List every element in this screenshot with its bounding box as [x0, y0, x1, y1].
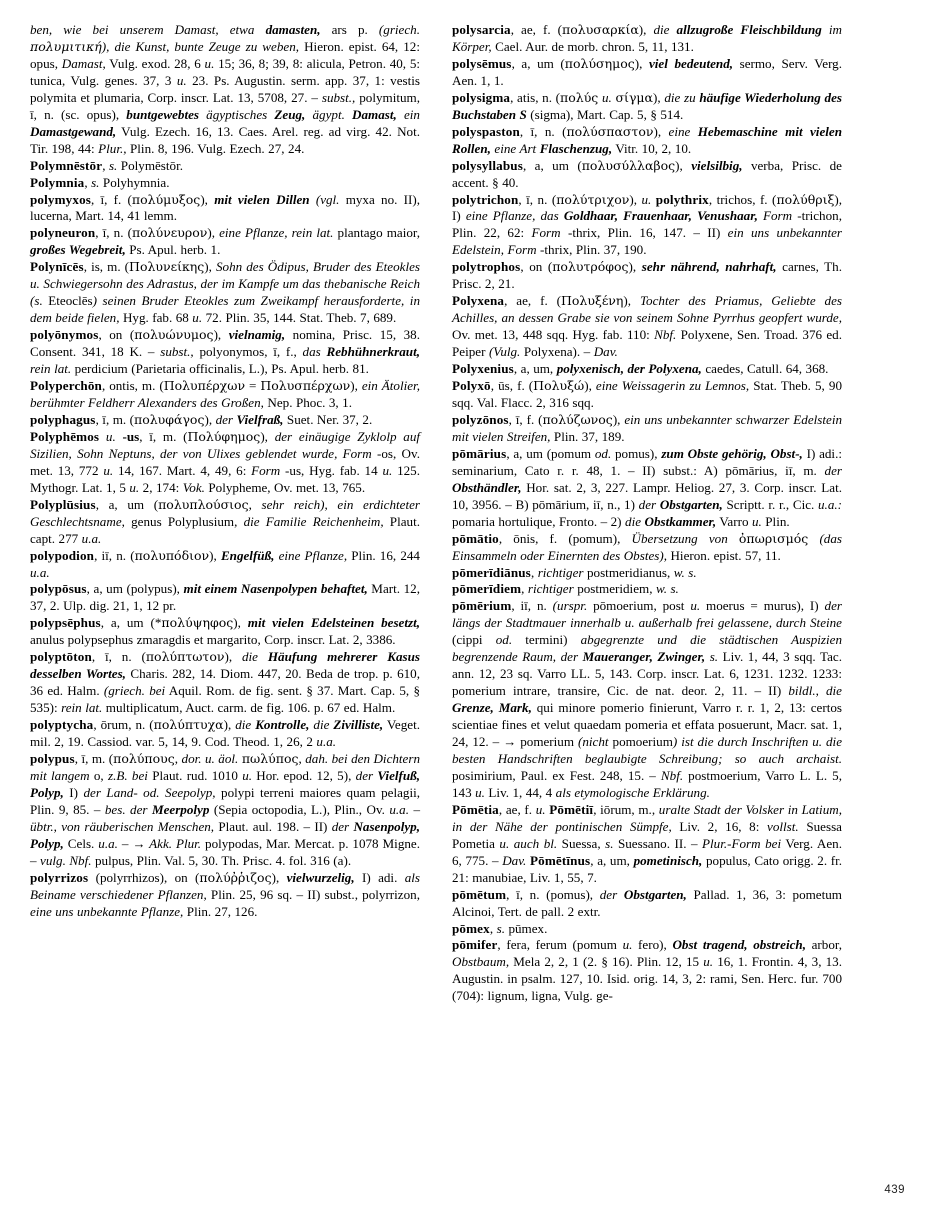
dictionary-entry: Polynīcēs, is, m. (Πολυνείκης), Sohn des Ödipus, Bruder des Eteokles u. Schwiegersohn des Adrastus, der im Kampfe um das thebanische Reich (s. Eteoclēs) seinen Bruder Eteokles zum Zweikampf herausforderte, in dem beide fielen, Hyg. fab. 68 u. 72. Plin. 35, 144. Stat. Theb. 7, 689.	[30, 259, 421, 326]
dictionary-entry: polypus, ī, m. (πολύπους, dor. u. äol. πωλύπος, dah. bei den Dichtern mit langem o, z.B. bei Plaut. rud. 1010 u. Hor. epod. 12, 5), der Vielfuß, Polyp, I) der Land- od. Seepolyp, polypi terreni maiores quam pelagii, Plin. 9, 85. – bes. der Meerpolyp (Sepia octopodia, L.), Plin., Ov. u.a. – übtr., von räuberischen Menschen, Plaut. aul. 198. – II) der Nasenpolyp, Polyp, Cels. u.a. – → Akk. Plur. polypodas, Mar. Mercat. p. 1078 Migne. – vulg. Nbf. pulpus, Plin. Val. 5, 30. Th. Prisc. 4. fol. 316 (a).	[30, 750, 421, 868]
dictionary-entry: polyrrizos (polyrrhizos), on (πολύῤῥιζος), vielwurzelig, I) adi. als Beiname verschiedener Pflanzen, Plin. 25, 96 sq. – II) subst., polyrrizon, eine uns unbekannte Pflanze, Plin. 27, 126.	[30, 869, 420, 919]
dictionary-entry: pōmerīdiānus, richtiger postmeridianus, w. s.	[452, 564, 697, 580]
dictionary-entry: Polyxō, ūs, f. (Πολυξώ), eine Weissagerin zu Lemnos, Stat. Theb. 5, 90 sqq. Val. Flacc. 2, 316 sqq.	[452, 378, 842, 410]
dictionary-entry: Polyphēmos u. -us, ī, m. (Πολύφημος), der einäugige Zyklolp auf Sizilien, Sohn Neptuns, der von Ulixes geblendet wurde, Form -os, Ov. met. 13, 772 u. 14, 167. Mart. 4, 49, 6: Form -us, Hyg. fab. 14 u. 125. Mythogr. Lat. 1, 5 u. 2, 174: Vok. Polypheme, Ov. met. 13, 765.	[30, 428, 420, 495]
dictionary-entry: pōmex, s. pūmex.	[452, 920, 548, 936]
page-number: 439	[884, 1184, 905, 1196]
dictionary-entry: Polymnēstōr, s. Polymēstōr.	[30, 157, 184, 173]
dictionary-entry: polysigma, atis, n. (πολύς u. σίγμα), die zu häufige Wiederholung des Buchstaben S (sigma), Mart. Cap. 5, § 514.	[452, 89, 842, 122]
dictionary-entry: ben, wie bei unserem Damast, etwa damasten, ars p. (griech. πολυμιτική), die Kunst, bunte Zeuge zu weben, Hieron. epist. 64, 12: opus, Damast, Vulg. exod. 28, 6 u. 15; 36, 8; 39, 8: alicula, Petron. 40, 5: tunica, Vulg. genes. 37, 3 u. 23. Ps. Augustin. serm. app. 37, 1: vestis polymita et plumaria, Corp. inscr. Lat. 13, 5708, 27. – subst., polymitum, ī, n. (sc. opus), buntgewebtes ägyptisches Zeug, ägypt. Damast, ein Damastgewand, Vulg. Ezech. 16, 13. Caes. Arel. reg. ad virg. 42. Not. Tir. 198, 44: Plur., Plin. 8, 196. Vulg. Ezech. 27, 24.	[30, 22, 420, 156]
dictionary-entry: pōmātio, ōnis, f. (pomum), Übersetzung von ὀπωρισμός (das Einsammeln oder Einernten des Obstes), Hieron. epist. 57, 11.	[452, 530, 842, 563]
dictionary-entry: Pōmētia, ae, f. u. Pōmētiī, iōrum, m., uralte Stadt der Volsker in Latium, in der Nähe der pontinischen Sümpfe, Liv. 2, 16, 8: vollst. Suessa Pometia u. auch bl. Suessa, s. Suessano. II. – Plur.-Form bei Verg. Aen. 6, 775. – Dav. Pōmētīnus, a, um, pometinisch, populus, Cato origg. 2. fr. 21: manubiae, Liv. 1, 55, 7.	[452, 801, 843, 885]
dictionary-entry: polytrophos, on (πολυτρόφος), sehr nährend, nahrhaft, carnes, Th. Prisc. 2, 21.	[452, 259, 842, 292]
dictionary-entry: polyptōton, ī, n. (πολύπτωτον), die Häufung mehrerer Kasus desselben Wortes, Charis. 282, 14. Diom. 447, 20. Beda de trop. p. 610, 36 ed. Halm. (griech. bei Aquil. Rom. de fig. sent. § 37. Mart. Cap. 5, § 535): rein lat. multiplicatum, Auct. carm. de fig. 106. p. 67 ed. Halm.	[30, 649, 420, 716]
dictionary-entry: polysarcia, ae, f. (πολυσαρκία), die allzugroße Fleischbildung im Körper, Cael. Aur. de morb. chron. 5, 11, 131.	[452, 22, 842, 54]
right-column	[452, 22, 842, 1005]
dictionary-entry: polysēmus, a, um (πολύσημος), viel bedeutend, sermo, Serv. Verg. Aen. 1, 1.	[452, 55, 843, 88]
dictionary-entry: Polyxenius, a, um, polyxenisch, der Polyxena, caedes, Catull. 64, 368.	[452, 361, 829, 377]
dictionary-entry: polyphagus, ī, m. (πολυφάγος), der Vielfraß, Suet. Ner. 37, 2.	[30, 411, 373, 427]
dictionary-entry: polyōnymos, on (πολυώνυμος), vielnamig, nomina, Prisc. 15, 38. Consent. 341, 18 K. – subst., polyonymos, ī, f., das Rebhühnerkraut, rein lat. perdicium (Parietaria officinalis, L.), Ps. Apul. herb. 81.	[30, 327, 420, 377]
dictionary-entry: polyspaston, ī, n. (πολύσπαστον), eine Hebemaschine mit vielen Rollen, eine Art Flaschenzug, Vitr. 10, 2, 10.	[452, 123, 842, 156]
dictionary-entry: Polyxena, ae, f. (Πολυξένη), Tochter des Priamus, Geliebte des Achilles, an dessen Grabe sie von seinem Sohne Pyrrhus geopfert wurde, Ov. met. 13, 448 sqq. Hyg. fab. 110: Nbf. Polyxene, Sen. Troad. 376 ed. Peiper (Vulg. Polyxena). – Dav.	[452, 293, 842, 360]
dictionary-entry: polyneuron, ī, n. (πολύνευρον), eine Pflanze, rein lat. plantago maior, großes Wegebreit, Ps. Apul. herb. 1.	[30, 225, 420, 258]
dictionary-entry: pōmifer, fera, ferum (pomum u. fero), Obst tragend, obstreich, arbor, Obstbaum, Mela 2, 2, 1 (2. § 16). Plin. 12, 15 u. 16, 1. Frontin. 4, 3, 13. Augustin. in psalm. 127, 10. Isid. orig. 14, 3, 2: rami, Sen. Herc. fur. 700 (704): lignum, ligna, Vulg. ge-	[452, 937, 843, 1004]
dictionary-entry: polyptycha, ōrum, n. (πολύπτυχα), die Kontrolle, die Zivilliste, Veget. mil. 2, 19. Cassiod. var. 5, 14, 9. Cod. Theod. 1, 26, 2 u.a.	[30, 717, 420, 750]
dictionary-entry: polypōsus, a, um (polypus), mit einem Nasenpolypen behaftet, Mart. 12, 37, 2. Ulp. dig. 21, 1, 12 pr.	[30, 581, 420, 614]
dictionary-entry: pōmārius, a, um (pomum od. pomus), zum Obste gehörig, Obst-, I) adi.: seminarium, Cato r. r. 48, 1. – II) subst.: A) pōmārius, iī, m. der Obsthändler, Hor. sat. 2, 3, 227. Lampr. Heliog. 27, 3. Corp. inscr. Lat. 10, 3956. – B) pōmārium, iī, n., 1) der Obstgarten, Scriptt. r. r., Cic. u.a.: pomaria hortulique, Fronto. – 2) die Obstkammer, Varro u. Plin.	[452, 445, 843, 529]
dictionary-entry: Polymnia, s. Polyhymnia.	[30, 174, 170, 190]
dictionary-entry: polytrichon, ī, n. (πολύτριχον), u. polythrix, trichos, f. (πολύθριξ), I) eine Pflanze, das Goldhaar, Frauenhaar, Venushaar, Form -trichon, Plin. 22, 62: Form -thrix, Plin. 16, 147. – II) ein uns unbekannter Edelstein, Form -thrix, Plin. 37, 190.	[452, 191, 843, 258]
dictionary-entry: pōmētum, ī, n. (pomus), der Obstgarten, Pallad. 1, 36, 3: pometum Alcinoi, Tert. de pall. 2 extr.	[452, 886, 842, 919]
dictionary-entry: polymyxos, ī, f. (πολύμυξος), mit vielen Dillen (vgl. myxa no. II), lucerna, Mart. 14, 41 lemm.	[30, 191, 420, 224]
page-columns	[30, 22, 905, 1005]
dictionary-entry: pōmērium, iī, n. (urspr. pōmoerium, post u. moerus = murus), I) der längs der Stadtmauer innerhalb u. außerhalb frei gelassene, durch Steine (cippi od. termini) abgegrenzte und die städtischen Auspizien begrenzende Raum, der Maueranger, Zwinger, s. Liv. 1, 44, 3 sqq. Tac. ann. 12, 23 sq. Varro LL. 5, 143. Corp. inscr. Lat. 6, 1231. 1232. 1233: pomerium intrare, transire, Cic. de nat. deor. 2, 11. – II) bildl., die Grenze, Mark, qui minore pomerio finierunt, Varro r. r. 1, 2, 13: certos scientiae fines et velut quaedam pomeria et effata posuerunt, Macr. sat. 1, 24, 12. – → pomerium (nicht pomoerium) ist die durch Inschriften u. die besten Handschriften beglaubigte Schreibung; so auch archaist. posimirium, Paul. ex Fest. 248, 15. – Nbf. postmoerium, Varro L. L. 5, 143 u. Liv. 1, 44, 4 als etymologische Erklärung.	[452, 598, 843, 800]
dictionary-entry: polysyllabus, a, um (πολυσύλλαβος), vielsilbig, verba, Prisc. de accent. § 40.	[452, 157, 842, 190]
dictionary-entry: pōmerīdiem, richtiger postmeridiem, w. s.	[452, 581, 679, 597]
left-column	[30, 22, 420, 1005]
dictionary-entry: Polyperchōn, ontis, m. (Πολυπέρχων = Πολυσπέρχων), ein Ätolier, berühmter Feldherr Alexanders des Großen, Nep. Phoc. 3, 1.	[30, 378, 420, 410]
dictionary-entry: polypodion, iī, n. (πολυπόδιον), Engelfüß, eine Pflanze, Plin. 16, 244 u.a.	[30, 547, 420, 580]
dictionary-entry: polypsēphus, a, um (*πολύψηφος), mit vielen Edelsteinen besetzt, anulus polypsephus zmaragdis et margarito, Corp. inscr. Lat. 2, 3386.	[30, 615, 421, 648]
dictionary-entry: polyzōnos, ī, f. (πολύζωνος), ein uns unbekannter schwarzer Edelstein mit vielen Streifen, Plin. 37, 189.	[452, 411, 843, 444]
dictionary-entry: Polyplūsius, a, um (πολυπλούσιος, sehr reich), ein erdichteter Geschlechtsname, genus Polyplusium, die Familie Reichenheim, Plaut. capt. 277 u.a.	[30, 496, 421, 546]
